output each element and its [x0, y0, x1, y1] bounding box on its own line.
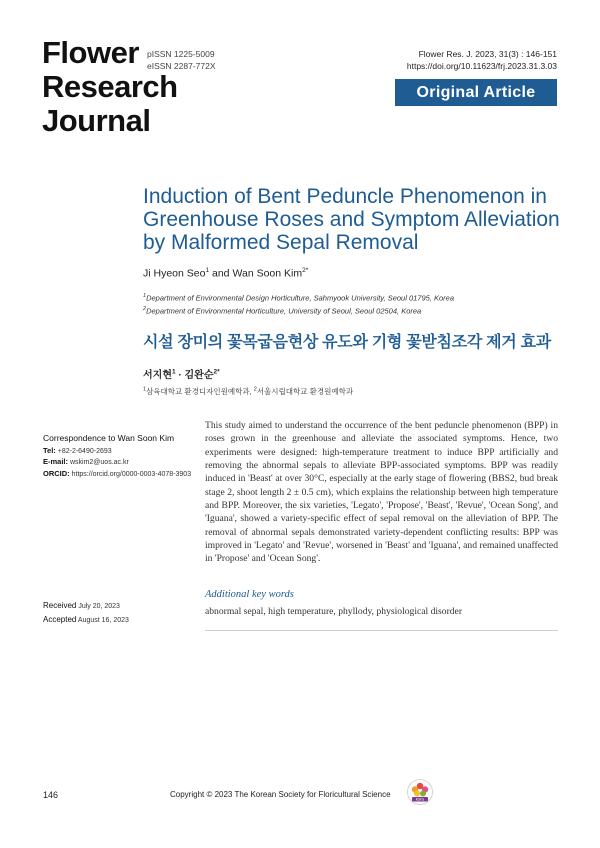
accepted-row [43, 613, 129, 627]
ko-author-sup: 2* [213, 368, 220, 376]
logo-text: KSFS [415, 797, 425, 802]
correspondence-heading: Correspondence to Wan Soon Kim [43, 433, 175, 443]
affiliation-sup: 2 [143, 305, 147, 312]
ko-affiliation-sup: 2 [253, 386, 257, 393]
journal-name-line: Journal [42, 103, 151, 138]
korean-authors [143, 366, 220, 381]
korean-title: 시설 장미의 꽃목굽음현상 유도와 기형 꽃받침조각 제거 효과 [143, 334, 551, 351]
ko-affiliation-sup: 1 [143, 386, 147, 393]
tel-value: +82-2-6490-2693 [57, 447, 112, 455]
article-title: Induction of Bent Peduncle Phenomenon in Greenhouse Roses and Symptom Alleviation by Malformed Sepal Removal [143, 185, 560, 254]
received-date: July 20, 2023 [78, 603, 120, 610]
page-number: 146 [43, 790, 59, 800]
received-label: Received [43, 601, 77, 610]
korean-affiliations [143, 386, 353, 397]
ko-author-sup: 1 [171, 368, 176, 376]
email-row [43, 457, 193, 469]
correspondence-box [43, 433, 193, 480]
orcid-link[interactable]: https://orcid.org/0000-0003-4078-3903 [71, 470, 192, 478]
pissn: pISSN 1225-5009 [147, 49, 215, 59]
abstract-text: This study aimed to understand the occurrence of the bent peduncle phenomenon (BPP) in roses grown in the greenhouse and alleviate the associated symptoms. Hence, two experiments were designed: high-temperature treatment to induce BPP artificially and removing the abnormal sepals to alleviate BPP-associated symptoms. BPP was readily induced in 'Beast' at over 30°C, especially at the early stage of flowering (BBS2, bud break stage 2, shoot length 2 ± 0.5 cm), which explains the relationship between high temperature and BPP. Moreover, the six varieties, 'Legato', 'Propose', 'Beast', 'Revue', 'Ocean Song', and 'Iguana', showed a variety-specific effect of sepal removal on the alleviation of BPP. The removal of abnormal sepals demonstrated variety-dependent conflicting results: BPP was improved in 'Legato' and 'Revue', worsened in 'Beast' and 'Iguana', and remained unaffected in 'Propose' and 'Ocean Song'. [205, 420, 558, 565]
article-type-badge: Original Article [395, 79, 557, 106]
citation-block [407, 48, 557, 72]
orcid-row [43, 469, 193, 481]
author-name: Ji Hyeon Seo [143, 267, 206, 280]
affiliations [143, 291, 454, 316]
tel-label: Tel: [43, 445, 56, 455]
accepted-label: Accepted [43, 615, 77, 624]
ko-author-name: 서지현 [143, 370, 172, 381]
issn-block [147, 48, 216, 72]
tel-row [43, 446, 193, 458]
author-sup: 2* [302, 267, 309, 274]
received-row [43, 599, 129, 613]
society-logo [407, 779, 433, 805]
affiliation [143, 291, 454, 304]
email-link[interactable]: wskim2@uos.ac.kr [69, 459, 129, 466]
author-conjunction: and [212, 267, 230, 280]
copyright: Copyright © 2023 The Korean Society for Floricultural Science [170, 790, 391, 799]
dates-block [43, 599, 129, 627]
author-sup: 1 [205, 267, 210, 274]
keywords-text: abnormal sepal, high temperature, phyllody, physiological disorder [205, 606, 463, 617]
author-name: Wan Soon Kim [232, 267, 303, 280]
citation: Flower Res. J. 2023, 31(3) : 146-151 [418, 49, 557, 59]
affiliation-sup: 1 [143, 293, 147, 299]
authors [143, 267, 308, 280]
keywords-heading: Additional key words [205, 589, 294, 600]
accepted-date: August 16, 2023 [77, 617, 129, 624]
ko-author-name: 김완순 [184, 370, 214, 381]
orcid-label: ORCID: [43, 468, 70, 478]
keywords-divider [205, 630, 558, 631]
affiliation [143, 304, 454, 317]
eissn: eISSN 2287-772X [147, 61, 216, 71]
affiliation-text: Department of Environmental Design Horticulture, Sahmyook University, Seoul 01795, Korea [146, 293, 454, 303]
journal-name-line: Flower [42, 35, 139, 70]
email-label: E-mail: [43, 457, 69, 466]
doi-link[interactable]: https://doi.org/10.11623/frj.2023.31.3.03 [406, 61, 557, 71]
ko-author-sep: · [175, 370, 185, 381]
ko-affiliation-text: 서울시립대학교 환경원예학과 [256, 387, 354, 396]
journal-name-line: Research [42, 69, 178, 104]
ko-affiliation-text: 삼육대학교 환경디자인원예학과, [146, 387, 254, 396]
affiliation-text: Department of Environmental Horticulture, University of Seoul, Seoul 02504, Korea [146, 306, 422, 315]
